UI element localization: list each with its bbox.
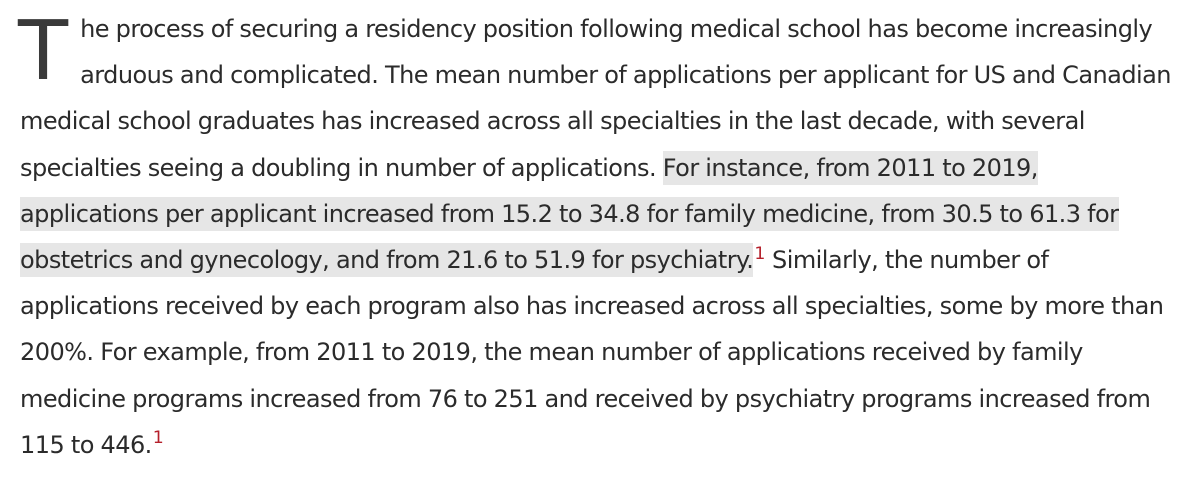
sentence-1-text: he process of securing a residency position following medical school has become increasingly arduous and complicated.	[80, 15, 1153, 90]
sentence-2-text: The mean number of applications per applicant for US and Canadian medical school graduates has increased across all specialties in the last decade, with several specialties seeing a doubling in number of applications.	[20, 61, 1171, 182]
drop-cap: T	[18, 4, 69, 99]
sentence-5-text: For example, from 2011 to 2019, the mean number of applications received by family medicine programs increased from 76 to 251 and received by psychiatry programs increased from 115 to 446.	[20, 338, 1151, 459]
highlighted-sentence[interactable]: For instance, from 2011 to 2019, applications per applicant increased from 15.2 to 34.8 for family medicine, from 30.5 to 61.3 for obstetrics and gynecology, and from 21.6 to 51.9 for psychiatry.	[20, 151, 1119, 277]
sentence-4-text: Similarly, the number of applications received by each program also has increased across all specialties, some by more than 200%.	[20, 246, 1164, 367]
article-paragraph	[20, 6, 1182, 468]
reference-link-2[interactable]: 1	[152, 428, 164, 449]
reference-link-1[interactable]: 1	[754, 243, 766, 264]
